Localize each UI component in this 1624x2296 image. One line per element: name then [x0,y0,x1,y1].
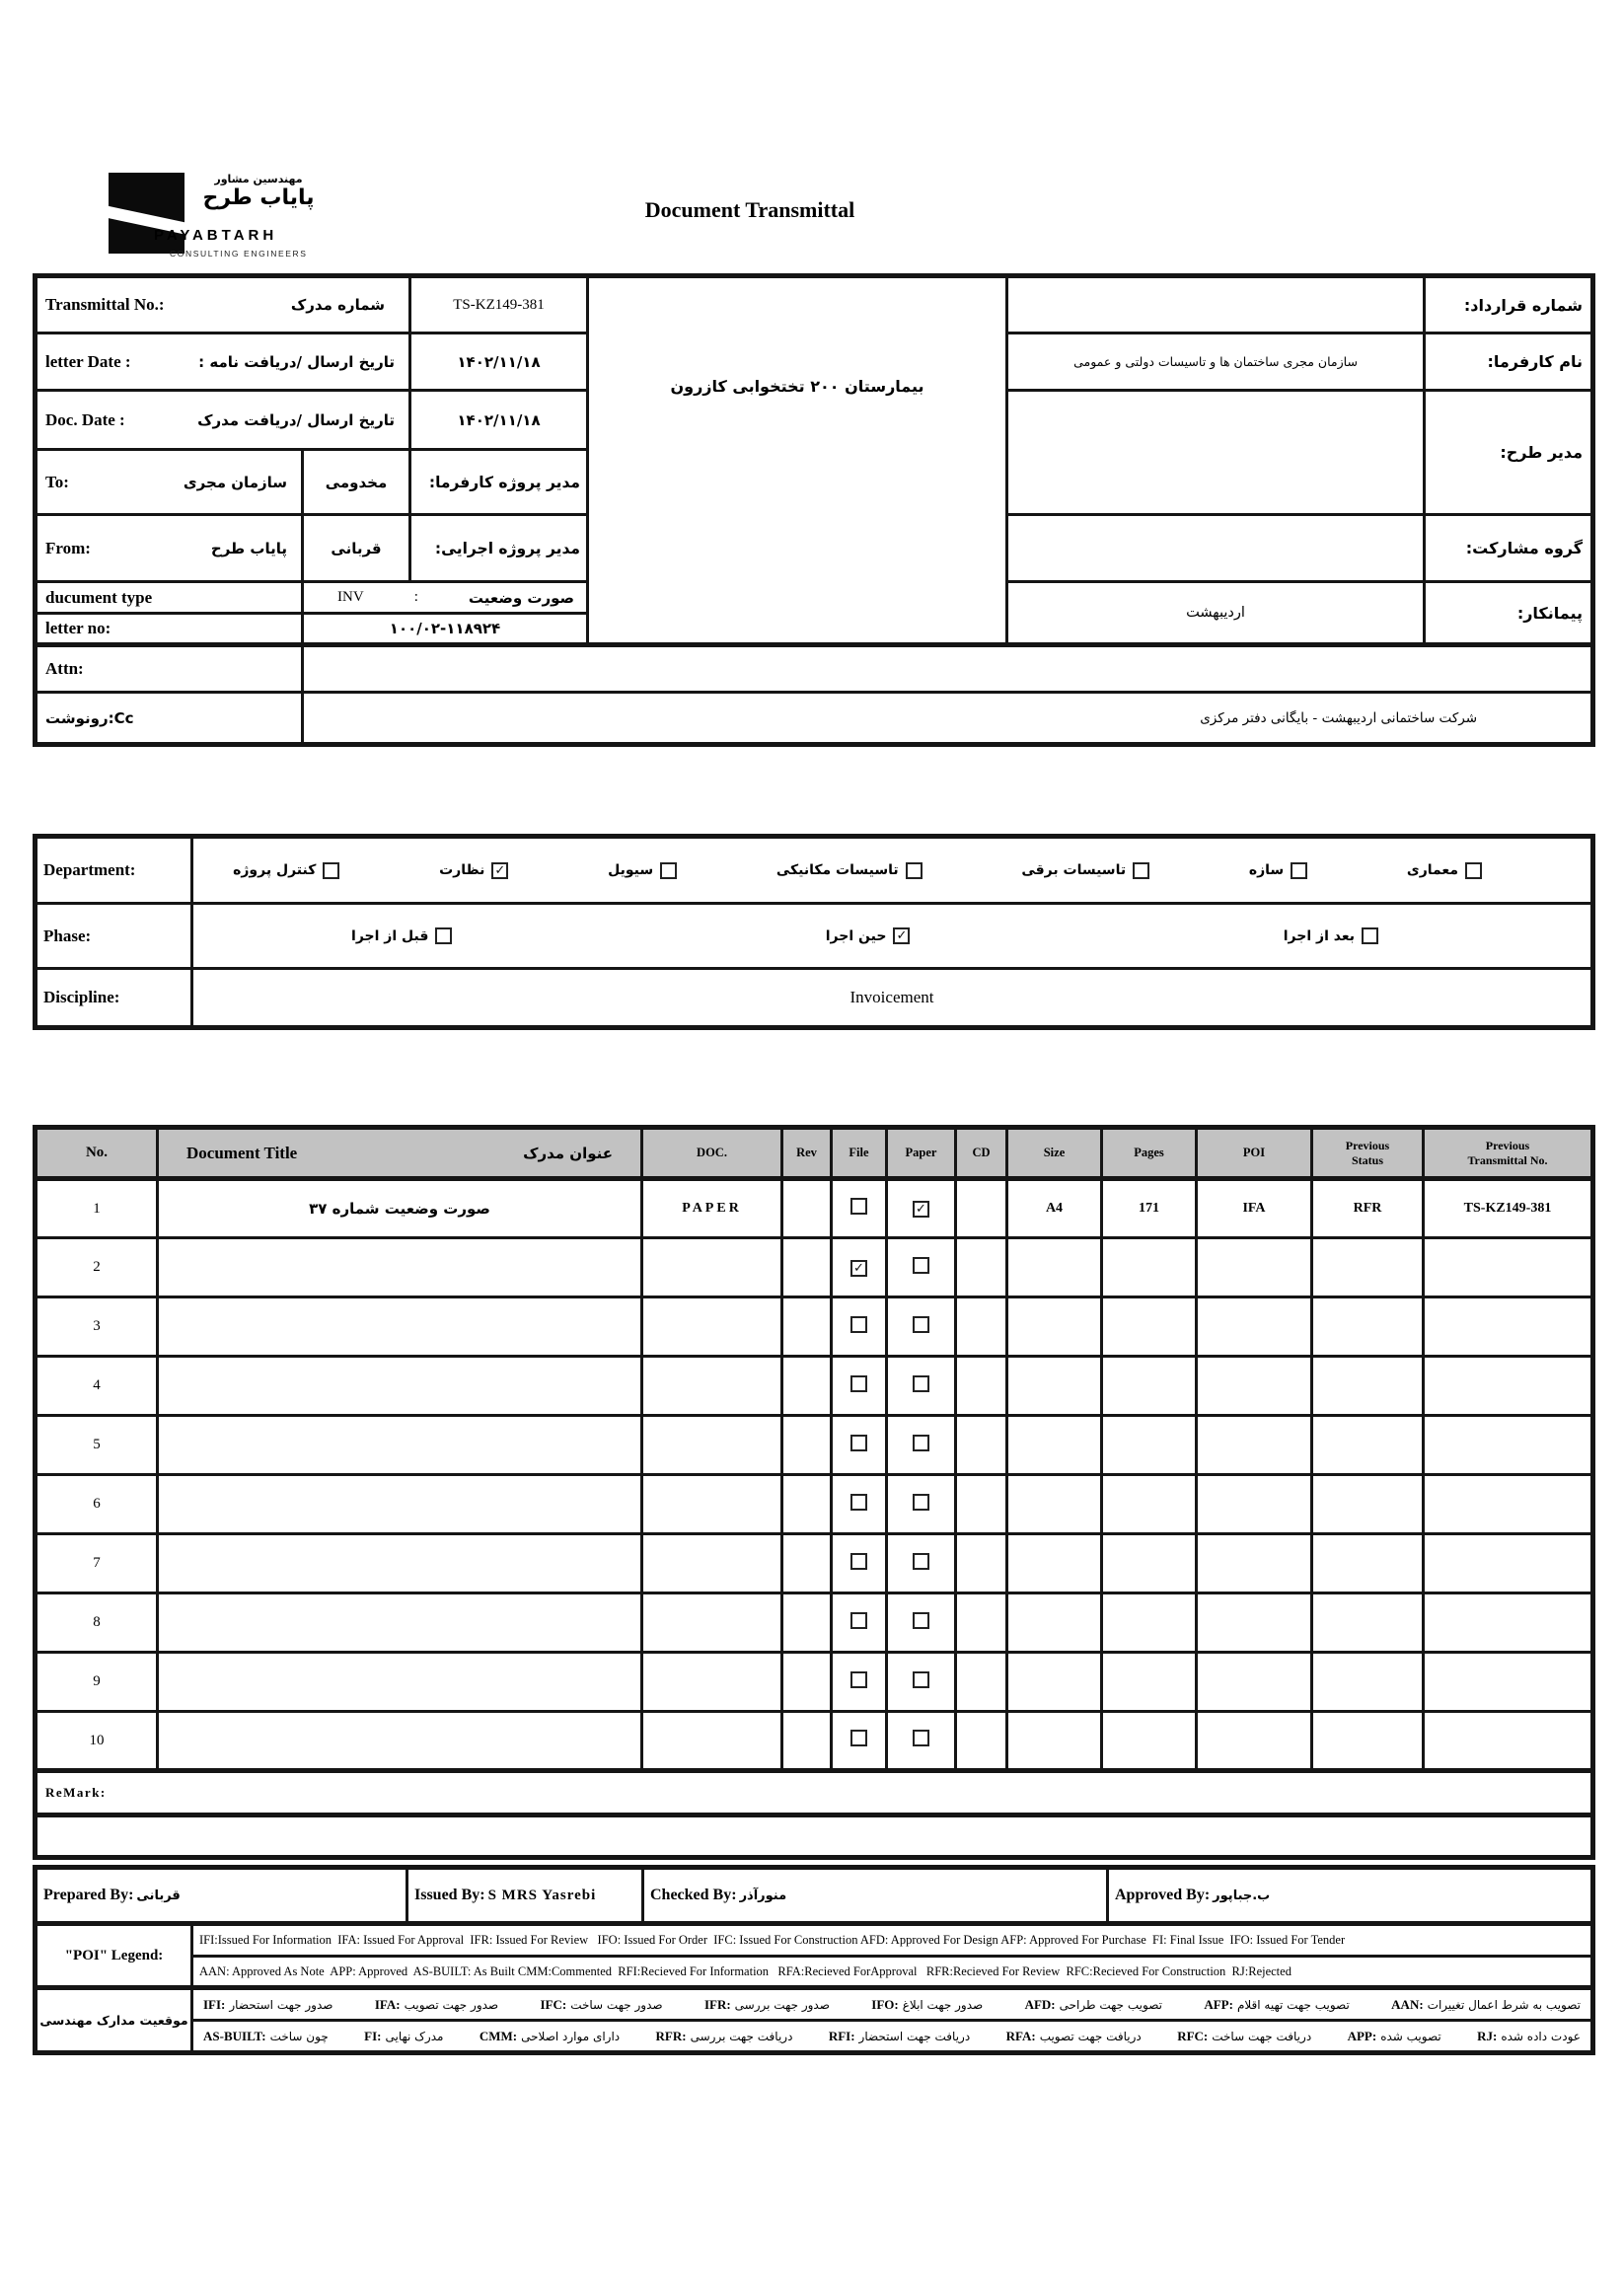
file-checkbox-row-10[interactable] [850,1730,867,1746]
file-checkbox-row-1[interactable] [850,1198,867,1215]
doc-row-10-prev-status [1312,1712,1424,1771]
doc-row-7-rev [782,1534,832,1593]
doc-row-6 [36,1475,1593,1534]
doc-type-label: ducument type [36,582,303,614]
logo-company-name: PAYABTARH [154,227,278,244]
legend-item-RFI: RFI: دریافت جهت استحضار [828,2028,971,2043]
doc-row-3-prev-no [1424,1297,1593,1357]
department-option-label: تاسیسات مکانیکی [775,862,899,878]
department-checkbox-structure[interactable] [1291,862,1307,879]
client-name-label: نام کارفرما: [1425,333,1593,391]
doc-row-7-poi [1197,1534,1312,1593]
doc-row-3-prev-status [1312,1297,1424,1357]
doc-row-10-size [1007,1712,1102,1771]
checked-by-cell: Checked By: منورآذر [643,1868,1108,1924]
doc-row-4 [36,1357,1593,1416]
document-list-header [36,1128,1593,1179]
paper-checkbox-row-7[interactable] [913,1553,929,1570]
doc-row-9-paper [887,1653,956,1712]
doc-row-8-no: 8 [36,1593,158,1653]
doc-row-9-rev [782,1653,832,1712]
doc-row-8-doc [642,1593,782,1653]
doc-type-value: INV [337,589,364,605]
file-checkbox-row-4[interactable] [850,1375,867,1392]
doc-row-9-title [158,1653,642,1712]
doc-row-1-prev-no: TS-KZ149-381 [1424,1179,1593,1238]
logo-farsi-title: پایاب طرح [202,185,315,210]
legend-item-RJ: RJ: عودت داده شده [1477,2028,1581,2043]
doc-row-10-prev-no [1424,1712,1593,1771]
doc-row-9-pages [1102,1653,1197,1712]
phase-option-label: بعد از اجرا [1283,927,1355,944]
poi-legend-line1: IFI:Issued For Information IFA: Issued For Approval IFR: Issued For Review IFO: Issued For Order IFC: Issued For Construction AFD: Approved For Design AFP: Approved For Purchase FI: Final Issue IFO: Issued For Tender [192,1924,1593,1957]
doc-row-3-size [1007,1297,1102,1357]
department-label: Department: [36,837,192,904]
phase-row [192,904,1593,969]
to-person: مخدومی [303,450,410,515]
paper-checkbox-row-2[interactable] [913,1257,929,1274]
doc-row-3-poi [1197,1297,1312,1357]
legend-item-IFR: IFR: صدور جهت بررسی [703,1996,830,2012]
discipline-value: Invoicement [192,969,1593,1028]
doc-row-1-poi: IFA [1197,1179,1312,1238]
doc-type-value-row [303,582,588,614]
doc-row-9-no: 9 [36,1653,158,1712]
attn-label: Attn: [36,645,303,693]
client-pm-label: مدیر پروژه کارفرما: [410,450,588,515]
doc-row-1 [36,1179,1593,1238]
issued-by-value: S MRS Yasrebi [487,1888,597,1903]
paper-checkbox-row-1[interactable]: ✓ [913,1201,929,1218]
doc-row-4-poi [1197,1357,1312,1416]
phase-option-before-execution [351,927,452,944]
doc-row-5-doc [642,1416,782,1475]
doc-row-1-paper [887,1179,956,1238]
doc-row-8-file [832,1593,887,1653]
legend-item-IFC: IFC: صدور جهت ساخت [540,1996,663,2012]
legend-item-RFA: RFA: دریافت جهت تصویب [1005,2028,1142,2043]
phase-option-during-execution [826,927,911,944]
doc-row-7-doc [642,1534,782,1593]
cc-value: شرکت ساختمانی اردیبهشت - بایگانی دفتر مرکزی [303,693,1593,745]
fa-legend-label: موقعیت مدارک مهندسی [36,1988,192,2053]
doc-row-1-prev-status: RFR [1312,1179,1424,1238]
to-label: To: سازمان مجری [36,450,303,515]
paper-checkbox-row-6[interactable] [913,1494,929,1511]
doc-row-6-no: 6 [36,1475,158,1534]
file-checkbox-row-5[interactable] [850,1435,867,1451]
doc-type-fa: صورت وضعیت [468,588,574,607]
doc-row-8-poi [1197,1593,1312,1653]
doc-row-10-title [158,1712,642,1771]
cc-label: Cc:رونوشت [36,693,303,745]
header-poi: POI [1197,1128,1312,1179]
file-checkbox-row-2[interactable]: ✓ [850,1260,867,1277]
department-options [193,862,1590,879]
department-option-electrical [1021,862,1149,879]
paper-checkbox-row-10[interactable] [913,1730,929,1746]
department-checkbox-electrical[interactable] [1133,862,1149,879]
phase-checkbox-during-execution[interactable]: ✓ [893,927,910,944]
doc-row-8-cd [956,1593,1007,1653]
prepared-by-value: قربانی [136,1889,181,1903]
phase-option-after-execution [1284,927,1378,944]
doc-row-6-pages [1102,1475,1197,1534]
doc-row-6-file [832,1475,887,1534]
contractor-value: اردیبهشت [1007,582,1425,645]
doc-row-2-rev [782,1238,832,1297]
department-checkbox-supervision[interactable]: ✓ [491,862,508,879]
doc-row-10-rev [782,1712,832,1771]
letter-no-value: ۱۰۰/۰۲-۱۱۸۹۲۴ [303,614,588,645]
doc-row-7-size [1007,1534,1102,1593]
doc-row-9-poi [1197,1653,1312,1712]
doc-row-7-cd [956,1534,1007,1593]
doc-row-6-title [158,1475,642,1534]
doc-row-3-doc [642,1297,782,1357]
doc-row-10-poi [1197,1712,1312,1771]
doc-row-9-prev-status [1312,1653,1424,1712]
doc-row-2-paper [887,1238,956,1297]
issued-by-cell: Issued By: S MRS Yasrebi [407,1868,643,1924]
department-option-mechanical [776,862,923,879]
doc-rows [36,1179,1593,1771]
department-checkbox-civil[interactable] [660,862,677,879]
doc-row-8-prev-no [1424,1593,1593,1653]
doc-date-value: ۱۴۰۲/۱۱/۱۸ [410,391,588,450]
header-doc: DOC. [642,1128,782,1179]
project-name: بیمارستان ۲۰۰ تختخوابی کازرون [588,276,1007,645]
attn-value [303,645,1593,693]
letter-date-label: letter Date : تاریخ ارسال /دریافت نامه : [36,333,410,391]
paper-checkbox-row-3[interactable] [913,1316,929,1333]
department-checkbox-mechanical[interactable] [906,862,923,879]
file-checkbox-row-9[interactable] [850,1671,867,1688]
legend-item-IFI: IFI: صدور جهت استحضار [203,1996,333,2012]
doc-row-3-title [158,1297,642,1357]
doc-row-1-doc: PAPER [642,1179,782,1238]
doc-row-5-no: 5 [36,1416,158,1475]
legend-item-AFP: AFP: تصویب جهت تهیه اقلام [1204,1996,1350,2012]
paper-checkbox-row-4[interactable] [913,1375,929,1392]
department-option-civil [608,862,677,879]
doc-row-7-paper [887,1534,956,1593]
doc-row-4-cd [956,1357,1007,1416]
doc-row-8-size [1007,1593,1102,1653]
department-option-label: سازه [1248,862,1285,878]
doc-row-4-rev [782,1357,832,1416]
header-prev-status: Previous Status [1312,1128,1424,1179]
contractor-label: پیمانکار: [1425,582,1593,645]
doc-row-3-file [832,1297,887,1357]
doc-row-2-prev-no [1424,1238,1593,1297]
legend-item-APP: APP: تصویب شده [1347,2028,1441,2043]
document-list-table [33,1125,1595,1860]
letter-no-label: letter no: [36,614,303,645]
doc-row-10-cd [956,1712,1007,1771]
legend-item-RFR: RFR: دریافت جهت بررسی [655,2028,793,2043]
doc-row-5-cd [956,1416,1007,1475]
doc-row-3 [36,1297,1593,1357]
doc-row-5-pages [1102,1416,1197,1475]
department-row [192,837,1593,904]
doc-row-10-pages [1102,1712,1197,1771]
doc-row-8-pages [1102,1593,1197,1653]
logo-farsi-tagline: مهندسین مشاور [214,173,303,185]
doc-row-6-prev-no [1424,1475,1593,1534]
transmittal-no-label: Transmittal No.: شماره مدرک [36,276,410,333]
doc-row-2-title [158,1238,642,1297]
department-option-supervision [439,862,508,879]
phase-label: Phase: [36,904,192,969]
doc-row-6-cd [956,1475,1007,1534]
page-title: Document Transmittal [644,197,855,222]
classification-table [33,834,1595,1030]
doc-row-6-paper [887,1475,956,1534]
prepared-by-cell: Prepared By: قربانی [36,1868,407,1924]
doc-type-colon: : [413,589,418,605]
doc-row-3-paper [887,1297,956,1357]
doc-row-9-prev-no [1424,1653,1593,1712]
doc-row-2-cd [956,1238,1007,1297]
logo-farsi-name [180,174,337,211]
doc-row-2-doc [642,1238,782,1297]
doc-row-5-size [1007,1416,1102,1475]
doc-row-9-doc [642,1653,782,1712]
doc-row-1-title: صورت وضعیت شماره ۳۷ [158,1179,642,1238]
doc-row-2-no: 2 [36,1238,158,1297]
transmittal-info-table [33,273,1595,747]
file-checkbox-row-8[interactable] [850,1612,867,1629]
file-checkbox-row-3[interactable] [850,1316,867,1333]
legend-item-RFC: RFC: دریافت جهت ساخت [1177,2028,1312,2043]
doc-row-5-prev-status [1312,1416,1424,1475]
doc-row-5-prev-no [1424,1416,1593,1475]
department-option-label: تاسیسات برقی [1021,862,1127,878]
doc-row-8-title [158,1593,642,1653]
fa-legend-line1 [192,1988,1593,2021]
doc-row-6-poi [1197,1475,1312,1534]
doc-row-5 [36,1416,1593,1475]
header-paper: Paper [887,1128,956,1179]
header-pages: Pages [1102,1128,1197,1179]
doc-row-2-file [832,1238,887,1297]
doc-row-9-size [1007,1653,1102,1712]
doc-row-7-title [158,1534,642,1593]
department-option-project-control [233,862,339,879]
doc-row-4-prev-status [1312,1357,1424,1416]
doc-row-5-file [832,1416,887,1475]
remark-label: ReMark: [36,1771,1593,1815]
phase-checkbox-before-execution[interactable] [435,927,452,944]
doc-row-4-file [832,1357,887,1416]
doc-row-6-rev [782,1475,832,1534]
transmittal-no-value: TS-KZ149-381 [410,276,588,333]
phase-checkbox-after-execution[interactable] [1362,927,1378,944]
letter-date-value: ۱۴۰۲/۱۱/۱۸ [410,333,588,391]
poi-legend-line2: AAN: Approved As Note APP: Approved AS-BUILT: As Built CMM:Commented RFI:Recieved For Information RFA:Recieved ForApproval RFR:Recieved For Review RFC:Recieved For Construction RJ:Rejected [192,1957,1593,1988]
doc-row-2-pages [1102,1238,1197,1297]
logo-company-subtitle: CONSULTING ENGINEERS [170,249,308,259]
file-checkbox-row-6[interactable] [850,1494,867,1511]
doc-row-4-pages [1102,1357,1197,1416]
paper-checkbox-row-8[interactable] [913,1612,929,1629]
doc-row-6-size [1007,1475,1102,1534]
header-size: Size [1007,1128,1102,1179]
doc-row-4-no: 4 [36,1357,158,1416]
doc-row-9-cd [956,1653,1007,1712]
design-manager-label: مدیر طرح: [1425,391,1593,515]
department-checkbox-architecture[interactable] [1465,862,1482,879]
partnership-label: گروه مشارکت: [1425,515,1593,582]
legend-item-CMM: CMM: دارای موارد اصلاحی [479,2028,621,2043]
doc-row-8 [36,1593,1593,1653]
checked-by-value: منورآذر [739,1889,787,1903]
legend-item-IFO: IFO: صدور جهت ابلاغ [871,1996,984,2012]
from-label: From: پایاب طرح [36,515,303,582]
doc-row-8-prev-status [1312,1593,1424,1653]
doc-row-5-title [158,1416,642,1475]
doc-row-7 [36,1534,1593,1593]
contract-no-label: شماره قرارداد: [1425,276,1593,333]
partnership-value [1007,515,1425,582]
signoff-legend-table [33,1865,1595,2055]
doc-row-4-title [158,1357,642,1416]
doc-row-9 [36,1653,1593,1712]
doc-row-8-paper [887,1593,956,1653]
legend-item-IFA: IFA: صدور جهت تصویب [374,1996,499,2012]
doc-row-6-doc [642,1475,782,1534]
design-manager-value [1007,391,1425,515]
header-file: File [832,1128,887,1179]
doc-row-7-no: 7 [36,1534,158,1593]
header-no: No. [36,1128,158,1179]
poi-legend-label: "POI" Legend: [36,1924,192,1988]
doc-row-7-pages [1102,1534,1197,1593]
header-rev: Rev [782,1128,832,1179]
doc-row-4-prev-no [1424,1357,1593,1416]
doc-row-4-size [1007,1357,1102,1416]
doc-row-4-paper [887,1357,956,1416]
contract-no-value [1007,276,1425,333]
doc-row-9-file [832,1653,887,1712]
client-name-value: سازمان مجری ساختمان ها و تاسیسات دولتی و عمومی [1007,333,1425,391]
doc-row-6-prev-status [1312,1475,1424,1534]
paper-checkbox-row-5[interactable] [913,1435,929,1451]
doc-row-5-paper [887,1416,956,1475]
doc-row-2 [36,1238,1593,1297]
doc-row-10-file [832,1712,887,1771]
doc-row-1-pages: 171 [1102,1179,1197,1238]
department-option-label: کنترل پروژه [233,862,317,878]
doc-row-1-size: A4 [1007,1179,1102,1238]
header-prev-no: Previous Transmittal No. [1424,1128,1593,1179]
department-option-structure [1249,862,1307,879]
doc-row-2-size [1007,1238,1102,1297]
header-cd: CD [956,1128,1007,1179]
approved-by-value: ب.جباپور [1213,1889,1271,1903]
company-logo [73,166,369,274]
legend-item-FI: FI: مدرک نهایی [364,2028,444,2043]
doc-row-2-prev-status [1312,1238,1424,1297]
doc-row-10 [36,1712,1593,1771]
doc-row-4-doc [642,1357,782,1416]
exec-pm-label: مدیر پروژه اجرایی: [410,515,588,582]
legend-item-AAN: AAN: تصویب به شرط اعمال تغییرات [1391,1996,1581,2012]
doc-row-7-file [832,1534,887,1593]
discipline-label: Discipline: [36,969,192,1028]
doc-row-1-file [832,1179,887,1238]
legend-item-AFD: AFD: تصویب جهت طراحی [1024,1996,1162,2012]
doc-row-5-rev [782,1416,832,1475]
doc-row-10-doc [642,1712,782,1771]
doc-row-8-rev [782,1593,832,1653]
doc-row-3-cd [956,1297,1007,1357]
doc-row-10-no: 10 [36,1712,158,1771]
approved-by-cell: Approved By: ب.جباپور [1108,1868,1593,1924]
file-checkbox-row-7[interactable] [850,1553,867,1570]
header-title: Document Title عنوان مدرک [158,1128,642,1179]
doc-row-3-rev [782,1297,832,1357]
phase-option-label: قبل از اجرا [351,927,429,944]
doc-row-10-paper [887,1712,956,1771]
phase-option-label: حین اجرا [825,927,887,944]
department-option-architecture [1407,862,1482,879]
legend-item-AS-BUILT: AS-BUILT: چون ساخت [203,2028,329,2043]
doc-row-2-poi [1197,1238,1312,1297]
from-person: قربانی [303,515,410,582]
doc-row-1-rev [782,1179,832,1238]
phase-options [193,927,1590,944]
department-option-label: نظارت [439,862,485,878]
department-checkbox-project-control[interactable] [323,862,339,879]
doc-row-7-prev-no [1424,1534,1593,1593]
doc-row-3-no: 3 [36,1297,158,1357]
doc-row-5-poi [1197,1416,1312,1475]
department-option-label: سیویل [608,862,654,878]
department-option-label: معماری [1406,862,1458,878]
doc-row-7-prev-status [1312,1534,1424,1593]
doc-row-1-no: 1 [36,1179,158,1238]
doc-row-3-pages [1102,1297,1197,1357]
fa-legend-line2 [192,2021,1593,2053]
doc-date-label: Doc. Date : تاریخ ارسال /دریافت مدرک [36,391,410,450]
remark-area[interactable] [36,1815,1593,1858]
doc-row-1-cd [956,1179,1007,1238]
paper-checkbox-row-9[interactable] [913,1671,929,1688]
